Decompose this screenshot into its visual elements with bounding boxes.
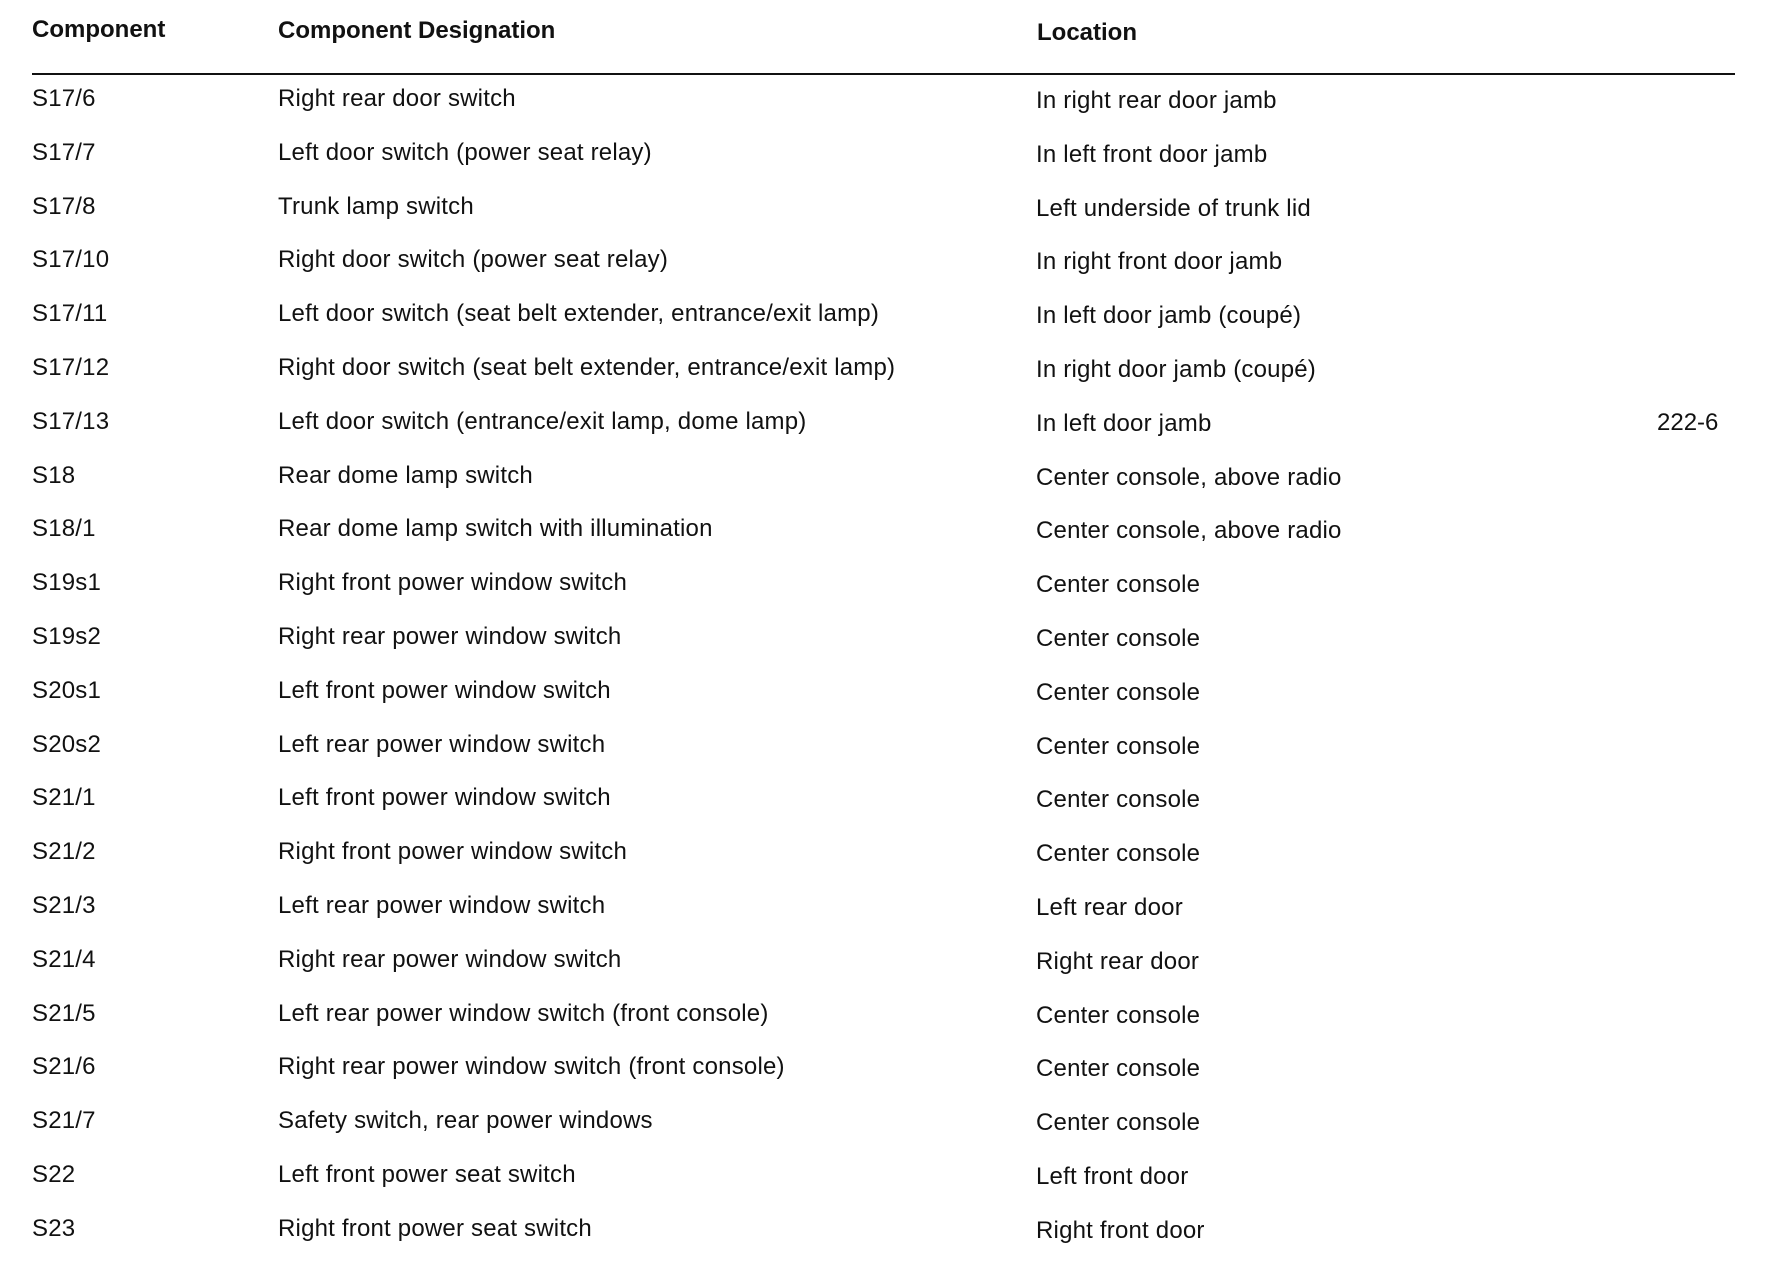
component-location: Left rear door (1036, 893, 1183, 921)
component-code: S20s2 (32, 730, 102, 758)
component-location: Left underside of trunk lid (1036, 194, 1311, 222)
component-code: S17/11 (32, 300, 108, 328)
component-code: S17/13 (32, 407, 110, 435)
component-location: Center console (1036, 678, 1201, 706)
component-designation: Right rear power window switch (278, 945, 622, 973)
table-row (0, 833, 1772, 887)
component-code: S23 (32, 1214, 76, 1242)
table-row (0, 564, 1772, 618)
table-row (0, 1102, 1772, 1156)
component-code: S19s2 (32, 622, 102, 650)
component-code: S21/6 (32, 1053, 96, 1081)
table-row (0, 887, 1772, 941)
component-designation: Left door switch (entrance/exit lamp, dome lamp) (278, 407, 807, 435)
component-location: Right front door (1036, 1216, 1205, 1244)
component-location: Center console, above radio (1036, 463, 1342, 491)
component-designation: Rear dome lamp switch (278, 461, 533, 489)
table-row (0, 403, 1772, 457)
component-designation: Right front power seat switch (278, 1214, 592, 1242)
component-designation: Right rear door switch (278, 85, 516, 112)
component-location: In left door jamb (coupé) (1036, 302, 1302, 330)
component-code: S21/4 (32, 945, 96, 973)
table-row (0, 779, 1772, 833)
table-row (0, 134, 1772, 188)
table-row (0, 295, 1772, 349)
header-divider (32, 73, 1735, 75)
component-location: In right door jamb (coupé) (1036, 355, 1317, 383)
table-row (0, 457, 1772, 511)
component-location: In right rear door jamb (1036, 87, 1277, 114)
component-location: In left front door jamb (1036, 140, 1268, 168)
component-code: S21/7 (32, 1107, 96, 1135)
table-row (0, 510, 1772, 564)
component-code: S21/3 (32, 891, 96, 919)
table-header (0, 0, 1772, 74)
component-location: Center console (1036, 786, 1201, 814)
component-code: S17/8 (32, 192, 96, 220)
table-row (0, 1156, 1772, 1210)
component-code: S21/5 (32, 999, 96, 1027)
table-row (0, 80, 1772, 134)
component-designation: Right door switch (power seat relay) (278, 246, 669, 274)
component-code: S18/1 (32, 515, 96, 543)
component-location: Center console, above radio (1036, 517, 1342, 545)
component-location: Center console (1036, 1001, 1201, 1029)
component-designation: Left door switch (seat belt extender, entrance/exit lamp) (278, 300, 880, 328)
table-row (0, 941, 1772, 995)
table-row (0, 188, 1772, 242)
component-designation: Left rear power window switch (278, 891, 606, 919)
component-code: S20s1 (32, 676, 102, 704)
component-designation: Left front power window switch (278, 676, 611, 704)
component-code: S19s1 (32, 569, 102, 597)
component-code: S17/12 (32, 353, 110, 381)
component-designation: Left rear power window switch (front console) (278, 999, 769, 1027)
component-location: Center console (1036, 732, 1201, 760)
component-designation: Right rear power window switch (front console) (278, 1053, 785, 1081)
table-body (0, 80, 1772, 1264)
component-location: Center console (1036, 571, 1201, 599)
component-designation: Right front power window switch (278, 569, 628, 597)
table-row (0, 349, 1772, 403)
component-designation: Left door switch (power seat relay) (278, 138, 652, 166)
component-designation: Trunk lamp switch (278, 192, 474, 220)
component-location: In left door jamb (1036, 409, 1212, 437)
component-designation: Safety switch, rear power windows (278, 1107, 653, 1135)
component-designation: Left front power window switch (278, 784, 611, 812)
component-code: S21/2 (32, 838, 96, 866)
table-row (0, 995, 1772, 1049)
component-designation: Right front power window switch (278, 838, 628, 866)
table-row (0, 726, 1772, 780)
component-designation: Left rear power window switch (278, 730, 606, 758)
component-designation: Left front power seat switch (278, 1160, 576, 1188)
header-component-designation: Component Designation (278, 17, 556, 44)
component-code: S22 (32, 1160, 76, 1188)
component-code: S17/10 (32, 246, 110, 274)
component-location: In right front door jamb (1036, 248, 1283, 276)
page-reference: 222-6 (1657, 409, 1719, 436)
component-location: Center console (1036, 1109, 1201, 1137)
component-code: S17/6 (32, 85, 96, 112)
table-row (0, 672, 1772, 726)
component-location: Center console (1036, 1055, 1201, 1083)
table-row (0, 1048, 1772, 1102)
component-location: Right rear door (1036, 947, 1200, 975)
component-code: S18 (32, 461, 76, 489)
table-row (0, 241, 1772, 295)
component-code: S21/1 (32, 784, 96, 812)
table-row (0, 618, 1772, 672)
component-location: Center console (1036, 624, 1201, 652)
header-location: Location (1037, 19, 1137, 46)
component-location: Left front door (1036, 1162, 1189, 1190)
table-row (0, 1210, 1772, 1264)
component-designation: Right rear power window switch (278, 622, 622, 650)
component-designation: Right door switch (seat belt extender, entrance/exit lamp) (278, 353, 896, 381)
header-component: Component (32, 16, 166, 43)
component-designation: Rear dome lamp switch with illumination (278, 515, 713, 543)
component-location: Center console (1036, 840, 1201, 868)
component-code: S17/7 (32, 138, 96, 166)
